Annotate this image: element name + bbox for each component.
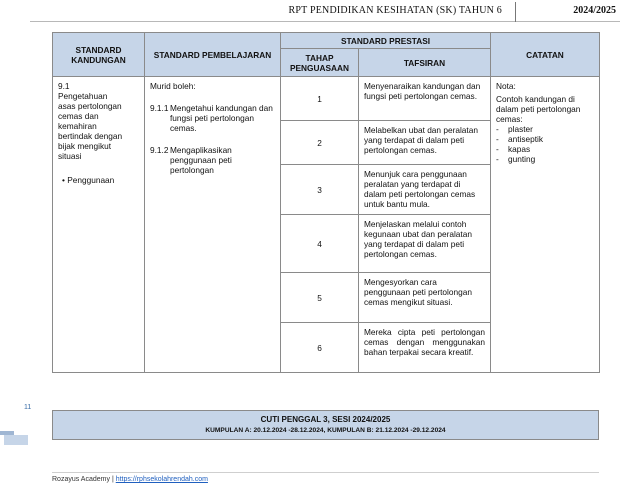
header-separator xyxy=(515,2,516,22)
page-footer xyxy=(52,472,599,483)
tahap-2: 2 xyxy=(281,121,359,165)
tafsiran-1: Menyenaraikan kandungan dan fungsi peti pertolongan cemas. xyxy=(359,77,491,121)
pembelajaran-item xyxy=(150,103,275,133)
header-year: 2024/2025 xyxy=(573,5,616,16)
rpt-table xyxy=(52,32,600,373)
pembelajaran-cell xyxy=(145,77,281,373)
tafsiran-3: Menunjuk cara penggunaan peralatan yang terdapat di dalam peti pertolongan cemas untuk bantu mula. xyxy=(359,165,491,215)
footer-link[interactable]: https://rphsekolahrendah.com xyxy=(115,476,208,483)
cuti-detail: KUMPULAN A: 20.12.2024 -28.12.2024, KUMPULAN B: 21.12.2024 -29.12.2024 xyxy=(205,427,446,434)
tahap-5: 5 xyxy=(281,273,359,323)
tafsiran-6: Mereka cipta peti pertolongan cemas dengan menggunakan bahan terpakai secara kreatif. xyxy=(359,323,491,373)
footer-separator: | xyxy=(111,476,114,483)
list-item: - gunting xyxy=(496,154,536,164)
footer-brand: Rozayus Academy xyxy=(52,476,110,483)
tafsiran-4: Menjelaskan melalui contoh kegunaan ubat dan peralatan yang terdapat di dalam peti pertolongan cemas. xyxy=(359,215,491,273)
list-item: - plaster xyxy=(496,124,533,134)
header-tahap: TAHAP PENGUASAAN xyxy=(281,49,359,77)
catatan-cell xyxy=(491,77,600,373)
pembelajaran-item-text: Mengaplikasikan penggunaan peti pertolongan xyxy=(170,145,232,175)
page-number: 11 xyxy=(24,404,32,411)
header-catatan: CATATAN xyxy=(491,33,600,77)
kandungan-text: Pengetahuan asas pertolongan cemas dan kemahiran bertindak dengan bijak mengikut situasi xyxy=(58,91,123,161)
tahap-4: 4 xyxy=(281,215,359,273)
pembelajaran-item-number: 9.1.1 xyxy=(150,103,169,113)
tahap-3: 3 xyxy=(281,165,359,215)
header-title: RPT PENDIDIKAN KESIHATAN (SK) TAHUN 6 xyxy=(288,5,502,16)
catatan-list xyxy=(496,124,594,164)
page-header xyxy=(30,0,620,22)
header-tafsiran: TAFSIRAN xyxy=(359,49,491,77)
catatan-text: Contoh kandungan di dalam peti pertolongan cemas: xyxy=(496,94,581,124)
kandungan-bullet-text: Penggunaan xyxy=(67,175,115,185)
header-kandungan: STANDARD KANDUNGAN xyxy=(53,33,145,77)
header-pembelajaran: STANDARD PEMBELAJARAN xyxy=(145,33,281,77)
tahap-6: 6 xyxy=(281,323,359,373)
kandungan-number: 9.1 xyxy=(58,81,70,91)
corner-decoration xyxy=(0,425,30,447)
tafsiran-2: Melabelkan ubat dan peralatan yang terdapat di dalam peti pertolongan cemas. xyxy=(359,121,491,165)
cuti-banner xyxy=(52,410,599,440)
tahap-1: 1 xyxy=(281,77,359,121)
list-item: - antiseptik xyxy=(496,134,544,144)
pembelajaran-item-text: Mengetahui kandungan dan fungsi peti pertolongan cemas. xyxy=(170,103,273,133)
pembelajaran-item xyxy=(150,145,275,175)
header-prestasi: STANDARD PRESTASI xyxy=(281,33,491,49)
pembelajaran-intro: Murid boleh: xyxy=(150,81,196,91)
list-item: - kapas xyxy=(496,144,531,154)
cuti-title: CUTI PENGGAL 3, SESI 2024/2025 xyxy=(260,415,391,424)
pembelajaran-item-number: 9.1.2 xyxy=(150,145,169,155)
catatan-title: Nota: xyxy=(496,81,516,91)
kandungan-bullet: • xyxy=(62,175,65,185)
kandungan-cell xyxy=(53,77,145,373)
tafsiran-5: Mengesyorkan cara penggunaan peti pertolongan cemas mengikut situasi. xyxy=(359,273,491,323)
